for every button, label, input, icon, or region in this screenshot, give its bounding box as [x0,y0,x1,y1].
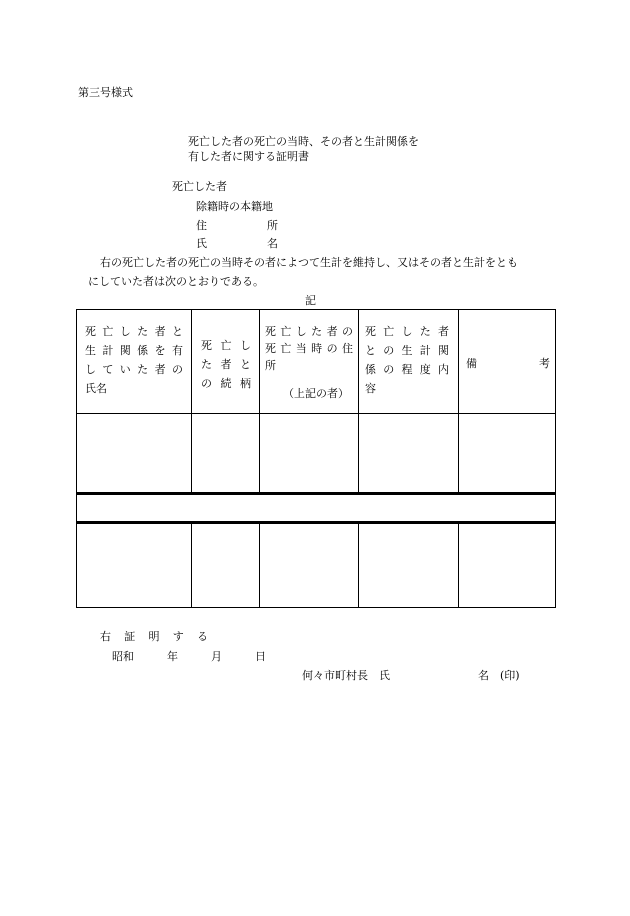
form-number-label: 第三号様式 [78,86,133,99]
header-livelihood-details: 死 亡 し た 者 と の 生 計 関 係 の 程 度 内 容 [365,325,449,395]
header-relationship: 死 亡 し た 者 と の 続 柄 [201,339,251,390]
name-char: 氏 [196,237,207,250]
blank-band [77,495,555,521]
date-line: 昭和 年 月 日 [112,650,266,663]
header-address-at-death: 死 亡 し た 者 の 死 亡 当 時 の 住 所 [265,325,353,372]
body-text-line1: 右の死亡した者の死亡の当時その者によつて生計を維持し、又はその者と生計をとも [100,256,518,269]
body-text-line2: にしていた者は次のとおりである。 [88,275,264,288]
certificate-table [76,309,556,608]
document-title-line2: 有した者に関する証明書 [188,150,309,163]
column-divider [191,310,192,607]
field-address-label [196,220,278,231]
column-divider [458,310,459,607]
column-divider [358,310,359,607]
document-title-line1: 死亡した者の死亡の当時、その者と生計関係を [188,135,419,148]
ki-label: 記 [305,294,316,307]
address-char: 住 [196,219,207,232]
header-bottom-line [77,413,555,414]
address-char: 所 [267,219,278,232]
field-honseki-label: 除籍時の本籍地 [196,200,273,213]
field-name-label [196,238,278,249]
signer-line: 何々市町村長 氏 名 (印) [302,669,520,682]
header-note-above-person: （上記の者） [283,387,349,400]
header-deceased-relation-name: 死 亡 し た 者 と 生 計 関 係 を 有 し て い た 者 の 氏名 [85,325,183,395]
deceased-heading: 死亡した者 [172,180,227,193]
thick-separator-line [76,521,556,524]
header-remarks: 備 考 [466,357,550,370]
name-char: 名 [267,237,278,250]
column-divider [259,310,260,607]
certification-statement: 右 証 明 す る [100,630,208,643]
